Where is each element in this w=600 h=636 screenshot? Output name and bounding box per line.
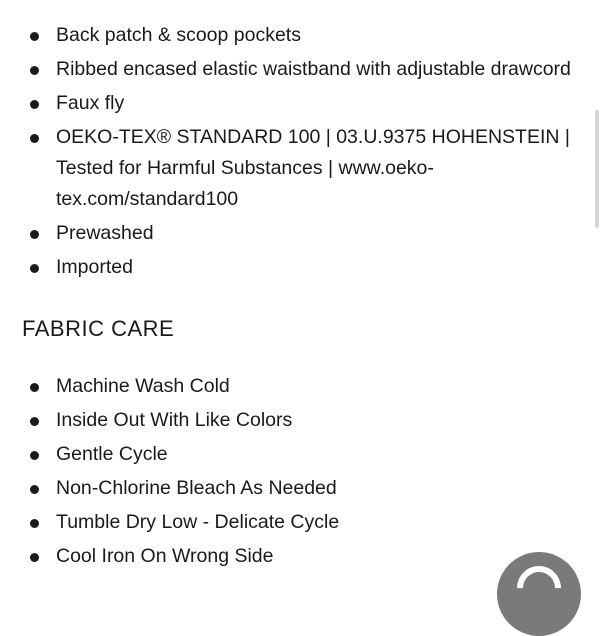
bullet-dot-icon [30,230,39,239]
list-item [30,88,575,119]
bullet-dot-icon [30,264,39,273]
bullet-dot-icon [30,66,39,75]
product-details-list [30,20,575,286]
bullet-dot-icon [30,519,39,528]
list-item-text: Prewashed [56,222,154,244]
scrollbar-thumb[interactable] [595,110,599,228]
list-item [30,507,575,538]
list-item-text: Cool Iron On Wrong Side [56,545,274,567]
list-item [30,371,575,402]
chat-button[interactable] [497,552,581,636]
bullet-dot-icon [30,451,39,460]
list-item-text: Inside Out With Like Colors [56,409,293,431]
list-item [30,218,575,249]
list-item-text: Ribbed encased elastic waistband with adjustable drawcord [56,58,571,80]
list-item-text: Faux fly [56,92,125,114]
fabric-care-list [30,371,575,575]
list-item [30,473,575,504]
list-item [30,20,575,51]
list-item-text: Tumble Dry Low - Delicate Cycle [56,511,340,533]
list-item-text: Non-Chlorine Bleach As Needed [56,477,337,499]
bullet-dot-icon [30,383,39,392]
list-item-text: OEKO-TEX® STANDARD 100 | 03.U.9375 HOHENSTEIN | Tested for Harmful Substances | www.oeko-tex.com/standard100 [56,126,570,210]
chat-bubble-icon [508,557,570,619]
fabric-care-heading: FABRIC CARE [22,316,175,341]
bullet-dot-icon [30,134,39,143]
list-item-text: Gentle Cycle [56,443,168,465]
list-item [30,252,575,283]
bullet-dot-icon [30,417,39,426]
bullet-dot-icon [30,32,39,41]
bullet-dot-icon [30,553,39,562]
list-item [30,541,575,572]
list-item-text: Back patch & scoop pockets [56,24,301,46]
list-item-text: Machine Wash Cold [56,375,230,397]
bullet-dot-icon [30,485,39,494]
scrollbar[interactable] [592,0,600,600]
list-item-text: Imported [56,256,133,278]
list-item [30,405,575,436]
list-item [30,54,575,85]
list-item [30,439,575,470]
bullet-dot-icon [30,100,39,109]
list-item [30,122,575,215]
